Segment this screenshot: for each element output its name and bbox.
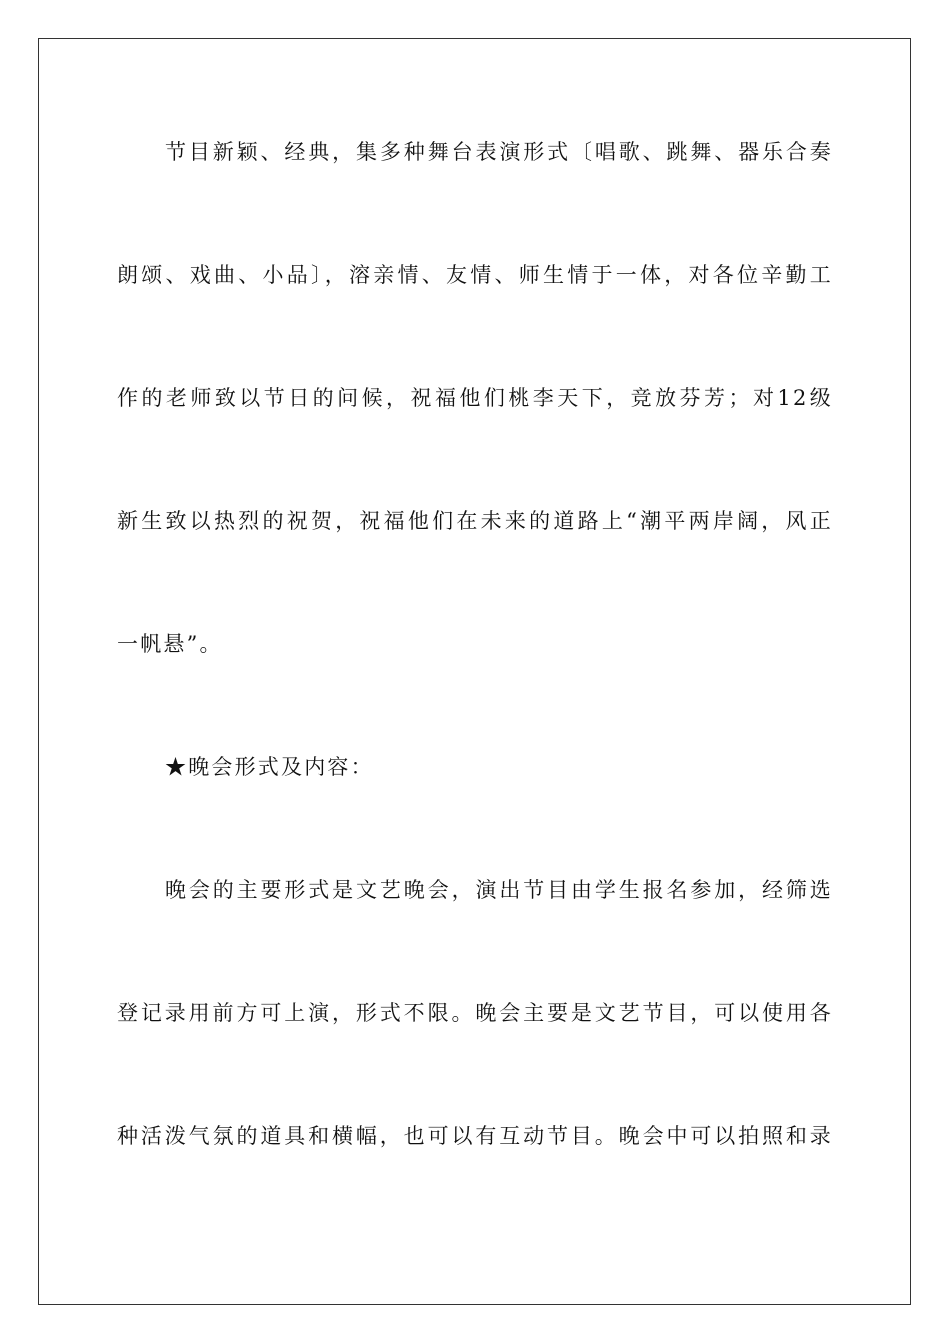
section-heading: ★晚会形式及内容： [165,755,374,779]
paragraph-line: 晚会的主要形式是文艺晚会，演出节目由学生报名参加，经筛选 [165,878,833,902]
paragraph-line: 一帆悬”。 [117,632,223,656]
paragraph-line: 朗颂、戏曲、小品〕，溶亲情、友情、师生情于一体，对各位辛勤工 [117,263,833,287]
paragraph-line: 新生致以热烈的祝贺，祝福他们在未来的道路上“潮平两岸阔，风正 [117,509,833,533]
paragraph-line: 作的老师致以节日的问候，祝福他们桃李天下，竞放芬芳；对12级 [117,386,833,410]
page-frame [38,38,911,1305]
paragraph-line: 登记录用前方可上演，形式不限。晚会主要是文艺节目，可以使用各 [117,1001,833,1025]
paragraph-line: 节目新颖、经典，集多种舞台表演形式〔唱歌、跳舞、器乐合奏 [165,140,833,164]
paragraph-line: 种活泼气氛的道具和横幅，也可以有互动节目。晚会中可以拍照和录 [117,1124,833,1148]
